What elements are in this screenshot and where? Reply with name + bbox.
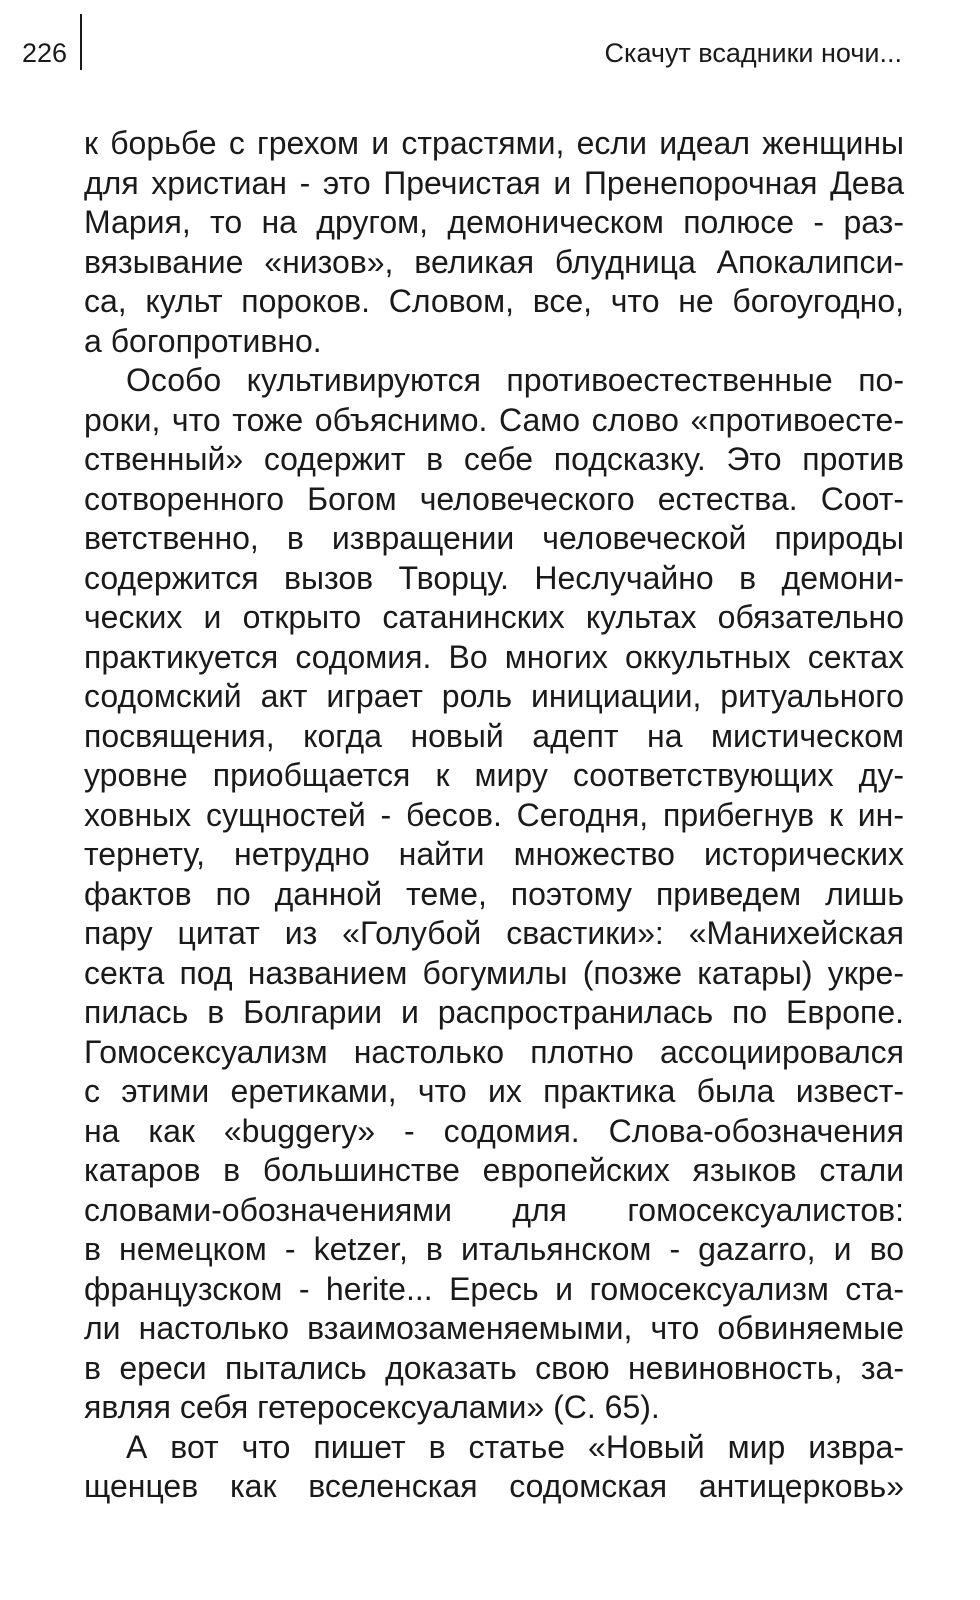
text-line: тернету, нетрудно найти множество исторических: [84, 836, 904, 872]
header-divider: [80, 14, 82, 70]
text-line: посвящения, когда новый адепт на мистическом: [84, 717, 904, 754]
text-line: А вот что пишет в статье «Новый мир извра-: [126, 1428, 904, 1465]
page-number: 226: [22, 38, 68, 68]
text-line: пилась в Болгарии и распространилась по Европе.: [84, 994, 904, 1030]
text-line: на как «buggery» - содомия. Слова-обозначения: [84, 1112, 904, 1149]
text-line: вязывание «низов», великая блудница Апокалипси-: [84, 243, 904, 280]
text-line: уровне приобщается к миру соответствующих ду-: [84, 757, 904, 793]
text-line: ветственно, в извращении человеческой природы: [84, 520, 904, 556]
paragraph-2: [84, 361, 904, 1428]
text-line: с этими еретиками, что их практика была извест-: [84, 1073, 904, 1109]
text-line: ли настолько взаимозаменяемыми, что обвиняемые: [84, 1310, 904, 1346]
text-line: роки, что тоже объяснимо. Само слово «противоесте-: [84, 401, 904, 438]
text-line: практикуется содомия. Во многих оккультных сектах: [84, 638, 904, 675]
running-title: Скачут всадники ночи...: [604, 38, 902, 68]
text-line: в ереси пытались доказать свою невиновность, за-: [84, 1349, 904, 1386]
text-line: фактов по данной теме, поэтому приведем лишь: [84, 875, 904, 912]
text-line: Мария, то на другом, демоническом полюсе - раз-: [84, 204, 904, 240]
text-line: ховных сущностей - бесов. Сегодня, прибегнув к ин-: [84, 796, 904, 833]
text-line: являя себя гетеросексуалами» (С. 65).: [84, 1389, 660, 1425]
text-line: французском - herite... Ересь и гомосексуализм ста-: [84, 1270, 904, 1307]
paragraph-3: [84, 1428, 904, 1507]
text-line: пару цитат из «Голубой свастики»: «Манихейская: [84, 915, 904, 951]
text-line: к борьбе с грехом и страстями, если идеал женщины: [84, 125, 904, 161]
text-line: словами-обозначениями для гомосексуалистов:: [84, 1191, 904, 1228]
paragraph-1: [84, 124, 904, 361]
text-line: катаров в большинстве европейских языков стали: [84, 1152, 904, 1188]
text-line: секта под названием богумилы (позже катары) укре-: [84, 954, 904, 991]
text-line: ственный» содержит в себе подсказку. Это против: [84, 441, 904, 477]
text-line: для христиан - это Пречистая и Пренепорочная Дева: [84, 164, 904, 201]
body-text: [84, 124, 904, 1507]
text-line: содержится вызов Творцу. Неслучайно в демони-: [84, 559, 904, 596]
text-line: Особо культивируются противоестественные по-: [126, 362, 904, 398]
text-line: в немецком - ketzer, в итальянском - gazarro, и во: [84, 1231, 904, 1267]
text-line: са, культ пороков. Словом, все, что не богоугодно,: [84, 283, 904, 319]
text-line: щенцев как вселенская содомская антицерковь»: [84, 1468, 904, 1504]
text-line: а богопротивно.: [84, 322, 322, 359]
text-line: сотворенного Богом человеческого естества. Соот-: [84, 480, 904, 517]
text-line: содомский акт играет роль инициации, ритуального: [84, 678, 904, 714]
text-line: ческих и открыто сатанинских культах обязательно: [84, 599, 904, 635]
text-line: Гомосексуализм настолько плотно ассоциировался: [84, 1033, 904, 1070]
